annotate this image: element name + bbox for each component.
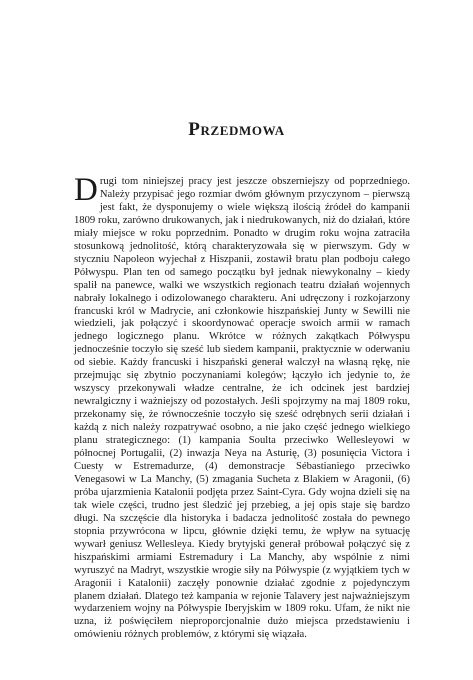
preface-paragraph bbox=[74, 172, 410, 642]
page-title: Przedmowa bbox=[188, 119, 285, 140]
drop-cap: D bbox=[74, 172, 98, 208]
paragraph-text: rugi tom niniejszej pracy jest jeszcze obszerniejszy od poprzedniego. Należy przypisać jego rozmiar dwóm głównym przyczynom – pierwszą jest fakt, że dysponujemy o wiele większą ilością źródeł do kampanii 1809 roku, zarówno drukowanych, jak i niedrukowanych, niż do działań, które miały miejsce w roku poprzednim. Ponadto w drugim roku wojna zatraciła stosunkową jednolitość, którą charakteryzowała się w pierwszym. Gdy w styczniu Napoleon wyjechał z Hiszpanii, zostawił bratu plan podboju całego Półwyspu. Plan ten od samego początku był jednak niewykonalny – kiedy spalił na panewce, walki we wszystkich regionach teatru działań wojennych nabrały lokalnego i odizolowanego charakteru. Ani udręczony i rozkojarzony francuski król w Madrycie, ani członkowie hiszpańskiej Junty w Sewilli nie wiedzieli, jak połączyć i skoordynować operacje swoich armii w ramach jednego logicznego planu. Wkrótce w różnych zakątkach Półwyspu jednocześnie toczyło się sześć lub siedem kampanii, praktycznie w oderwaniu od siebie. Każdy francuski i hiszpański generał walczył na własną rękę, nie przejmując się zbytnio poczynaniami kolegów; łączyło ich jedynie to, że wszyscy przekonywali władze centralne, że ich odcinek jest bardziej newralgiczny i ważniejszy od pozostałych. Jeśli spojrzymy na maj 1809 roku, przekonamy się, że równocześnie toczyło się sześć odrębnych serii działań i każdą z nich należy rozpatrywać osobno, a nie jako część jednego wielkiego planu strategicznego: (1) kampania Soulta przeciwko Wellesleyowi w północnej Portugalii, (2) inwazja Neya na Asturię, (3) posunięcia Victora i Cuesty w Estremadurze, (4) demonstracje Sébastianiego przeciwko Venegasowi w La Manchy, (5) zmagania Sucheta z Blakiem w Aragonii, (6) próba ujarzmienia Katalonii podjęta przez Saint-Cyra. Gdy wojna dzieli się na tak wiele części, trudno jest śledzić jej przebieg, a jej opis staje się bardzo długi. Na szczęście dla historyka i badacza jednolitość została do pewnego stopnia przywrócona w lipcu, głównie dzięki temu, że wpływ na sytuację wywarł geniusz Wellesleya. Kiedy brytyjski generał próbował połączyć się z hiszpańskimi armiami Estremadury i La Manchy, aby wspólnie z nimi wyruszyć na Madryt, wszystkie wrogie siły na Półwyspie (z wyjątkiem tych w Aragonii i Katalonii) zaczęły ponownie działać zgodnie z pojedynczym planem działań. Dlatego też kampania w rejonie Talavery jest najważniejszym wydarzeniem wojny na Półwyspie Iberyjskim w 1809 roku. Ufam, że nikt nie uzna, iż poświęciłem nieproporcjonalnie dużo miejsca przedstawieniu i omówieniu różnych problemów, z którymi się wiązała. bbox=[74, 176, 410, 641]
